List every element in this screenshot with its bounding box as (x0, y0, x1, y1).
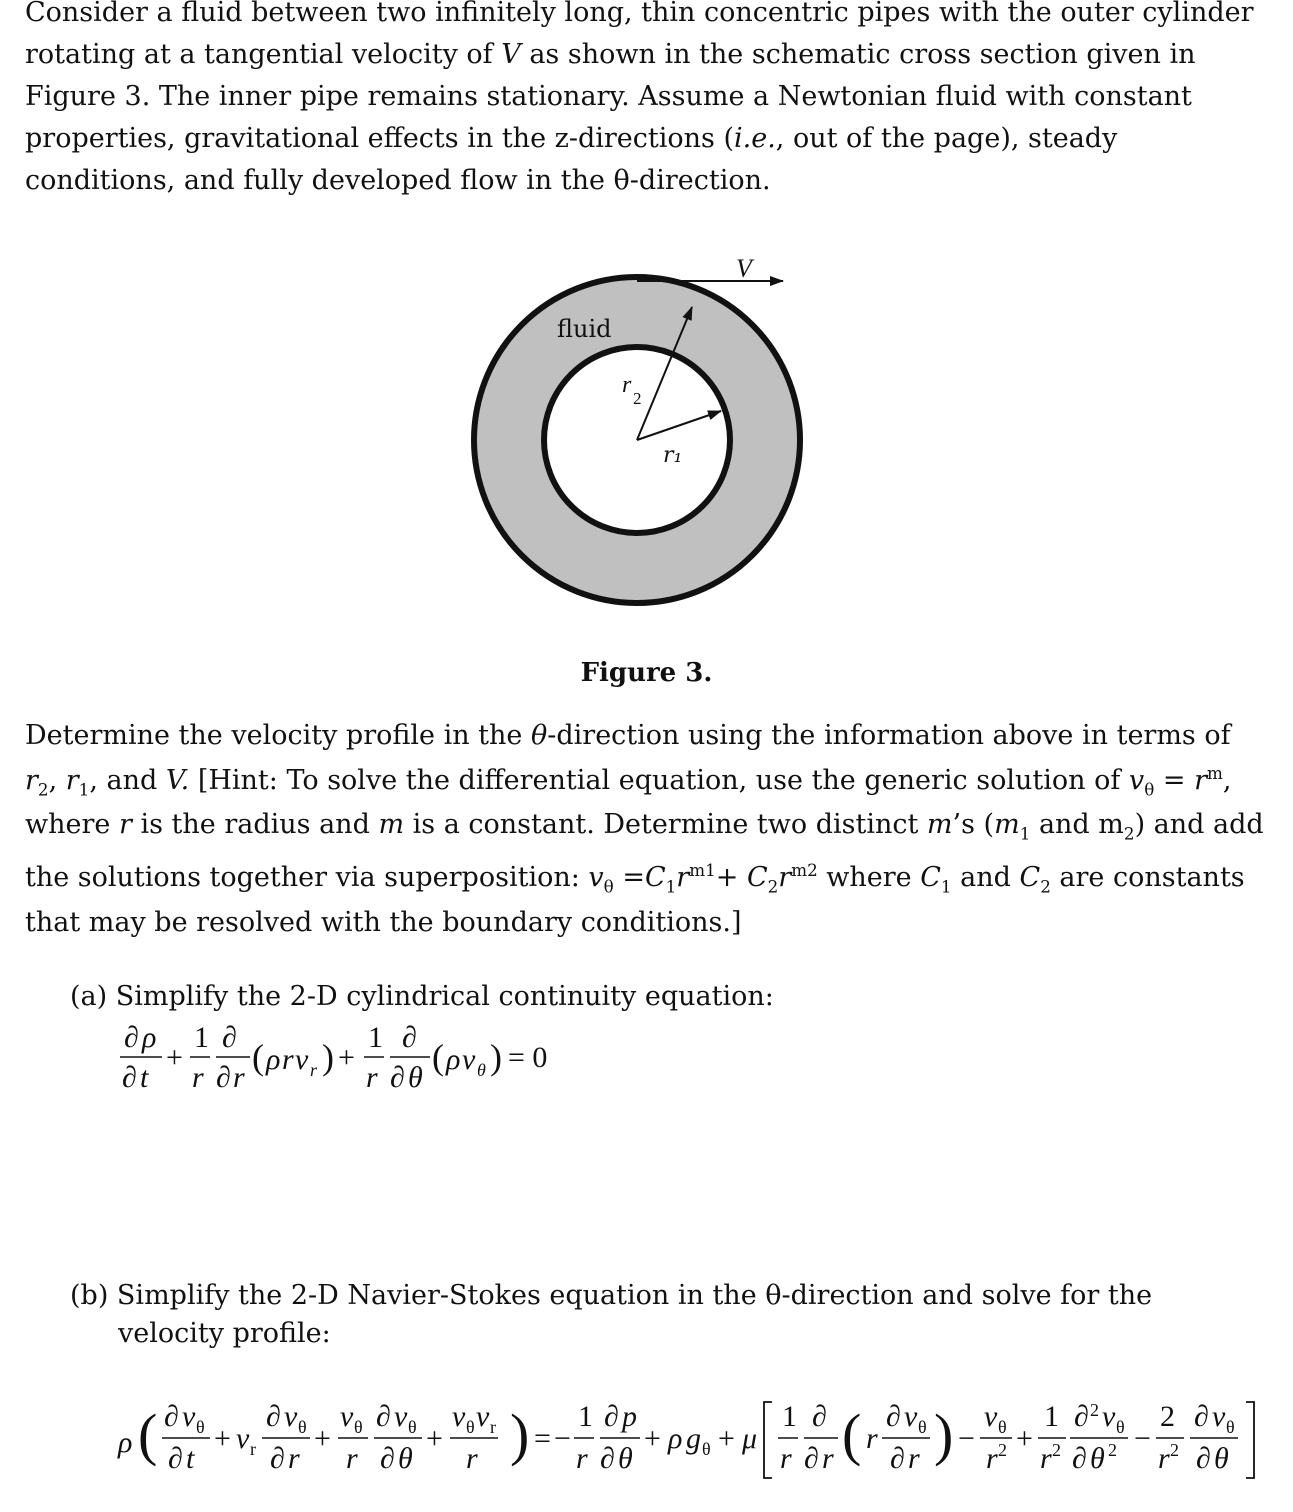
hint-text: are constants that may be resolved with the boundary conditions.] (25, 862, 1245, 939)
hint-r: r (118, 809, 132, 841)
hint-text: = (1154, 764, 1195, 796)
intro-text-2: as shown in the schematic cross section given in Figure 3. The inner pipe remains stationary. Assume a Newtonian fluid with constant properties, gravitational effects in the z-directions ( (25, 39, 1196, 154)
eq-symbol: θ (1214, 1442, 1229, 1475)
eq-symbol: 1 (1044, 1400, 1059, 1433)
question-b-text: (b) Simplify the 2-D Navier-Stokes equation in the θ-direction and solve for the velocity profile: (70, 1280, 1153, 1349)
hint-m: m (926, 809, 953, 841)
eq-symbol: r (822, 1442, 834, 1475)
hint-m: m (994, 809, 1020, 841)
eq-symbol: ∂ (222, 1021, 237, 1054)
eq-symbol: ∂ (604, 1400, 619, 1433)
eq-symbol: θ (408, 1061, 423, 1094)
hint-sub: θ (1144, 778, 1155, 799)
eq-symbol: θ (298, 1417, 307, 1437)
eq-symbol: t (186, 1442, 195, 1475)
hint-text: where (817, 862, 921, 894)
eq-symbol: r (986, 1442, 998, 1475)
eq-symbol: 2 (1170, 1440, 1179, 1460)
eq-symbol: + (1016, 1422, 1033, 1455)
right-bracket (1246, 1402, 1254, 1478)
hint-v: v (588, 862, 604, 894)
eq-symbol: + (644, 1422, 661, 1455)
eq-symbol: 2 (998, 1440, 1007, 1460)
hint-sub: 2 (1123, 823, 1135, 844)
eq-symbol: v (452, 1400, 466, 1433)
eq-symbol: ∂ (886, 1400, 901, 1433)
hint-text: + (715, 862, 747, 894)
eq-symbol: ∂ (122, 1061, 137, 1094)
hint-theta: θ (530, 720, 548, 751)
eq-symbol: r (1158, 1442, 1170, 1475)
eq-symbol: + (718, 1422, 735, 1455)
hint-sub: 1 (1019, 823, 1031, 844)
hint-text: , (48, 764, 66, 796)
eq-symbol: v (284, 1400, 298, 1433)
hint-text: , and (89, 764, 166, 796)
hint-r: r (676, 862, 690, 894)
eq-symbol: ∂ (804, 1442, 819, 1475)
eq-symbol: v (476, 1400, 490, 1433)
hint-sub: 1 (665, 876, 677, 897)
hint-text: ’s ( (952, 809, 995, 841)
eq-symbol: r (346, 1442, 358, 1475)
eq-symbol: ∂ (270, 1442, 285, 1475)
eq-symbol: 2 (1052, 1440, 1061, 1460)
intro-text-1: Consider a fluid between two infinitely long, thin concentric pipes with the outer cylinder rotating at a tangential velocity of (25, 0, 1254, 70)
eq-symbol: + (166, 1041, 183, 1074)
hint-text: and m (1030, 809, 1124, 841)
eq-symbol: r (366, 1061, 378, 1094)
eq-symbol: 2 (1108, 1440, 1117, 1460)
eq-symbol: g (686, 1422, 701, 1455)
eq-symbol: θ (398, 1442, 413, 1475)
hint-r: r (1194, 764, 1207, 796)
hint-m: m (378, 809, 405, 841)
eq-symbol: v (904, 1400, 918, 1433)
eq-symbol: r (490, 1417, 496, 1437)
eq-symbol: θ (702, 1439, 711, 1459)
eq-symbol: − (958, 1422, 975, 1455)
hint-text: -direction using the information above in terms of (547, 720, 1231, 751)
eq-symbol: 2 (1090, 1400, 1099, 1420)
eq-symbol: v (1102, 1400, 1116, 1433)
eq-symbol: ) (490, 1037, 502, 1077)
hint-c: C (644, 862, 666, 894)
navier-stokes-equation (112, 1396, 1272, 1486)
hint-paragraph (25, 718, 1270, 942)
intro-ie: i.e. (734, 123, 776, 154)
eq-symbol: + (338, 1041, 355, 1074)
eq-symbol: ∂ (812, 1400, 827, 1433)
eq-symbol: ∂ (124, 1021, 139, 1054)
hint-text: is a constant. Determine two distinct (404, 809, 927, 841)
hint-r: r (25, 764, 38, 796)
eq-symbol: ( (138, 1402, 158, 1467)
velocity-label: V (736, 254, 752, 283)
eq-symbol: ∂ (216, 1061, 231, 1094)
eq-symbol: θ (618, 1442, 633, 1475)
eq-symbol: v (236, 1422, 250, 1455)
hint-sub: 1 (78, 778, 90, 799)
hint-c: C (920, 862, 941, 894)
annulus-figure (455, 250, 815, 620)
eq-symbol: ∂ (600, 1442, 615, 1475)
eq-symbol: ρ (266, 1043, 281, 1076)
r1-label: r₁ (663, 443, 683, 468)
eq-symbol: θ (998, 1417, 1007, 1437)
eq-symbol: r (288, 1442, 300, 1475)
eq-symbol: θ (1116, 1417, 1125, 1437)
hint-sub: 2 (1040, 876, 1051, 897)
eq-symbol: v (1212, 1400, 1226, 1433)
eq-symbol: θ (477, 1060, 486, 1080)
left-bracket (764, 1402, 772, 1478)
eq-symbol: θ (1090, 1442, 1105, 1475)
eq-symbol: θ (1226, 1417, 1235, 1437)
eq-symbol: + (426, 1422, 443, 1455)
eq-symbol: t (140, 1061, 149, 1094)
question-a-text: (a) Simplify the 2-D cylindrical continuity equation: (70, 981, 774, 1012)
eq-symbol: μ (742, 1422, 758, 1455)
r2-label: r (622, 372, 632, 398)
eq-symbol: v (295, 1043, 309, 1076)
hint-text: [Hint: To solve the differential equation, use the generic solution of (189, 764, 1129, 796)
eq-symbol: θ (408, 1417, 417, 1437)
eq-symbol: ∂ (164, 1400, 179, 1433)
question-b (70, 1277, 1250, 1353)
eq-symbol: r (576, 1442, 588, 1475)
eq-symbol: ρ (118, 1426, 133, 1459)
hint-sub: 1 (940, 876, 952, 897)
eq-symbol: r (1040, 1442, 1052, 1475)
hint-text: is the radius and (131, 809, 379, 841)
eq-symbol: v (984, 1400, 998, 1433)
eq-symbol: = (534, 1422, 551, 1455)
hint-c: C (746, 862, 768, 894)
hint-text: ) and add the solutions together via superposition: (25, 809, 1264, 894)
eq-symbol: 1 (194, 1021, 209, 1054)
hint-r: r (778, 862, 792, 894)
hint-sub: θ (603, 876, 614, 897)
continuity-equation (112, 1017, 582, 1099)
eq-symbol: r (282, 1043, 294, 1076)
hint-sub: 2 (767, 876, 779, 897)
hint-velocity: V. (165, 764, 190, 796)
eq-symbol: − (554, 1422, 571, 1455)
eq-symbol: ∂ (266, 1400, 281, 1433)
eq-symbol: ∂ (1194, 1400, 1209, 1433)
eq-symbol: r (192, 1061, 204, 1094)
eq-symbol: 1 (578, 1400, 593, 1433)
hint-c: C (1019, 862, 1041, 894)
intro-paragraph (25, 0, 1270, 202)
hint-sup: m2 (791, 860, 818, 881)
eq-symbol: r (866, 1422, 878, 1455)
eq-symbol: ∂ (1074, 1400, 1089, 1433)
eq-symbol: + (214, 1422, 231, 1455)
eq-symbol: p (622, 1400, 637, 1433)
eq-symbol: 1 (368, 1021, 383, 1054)
figure-caption: Figure 3. (580, 658, 713, 688)
eq-symbol: ∂ (380, 1442, 395, 1475)
eq-symbol: r (908, 1442, 920, 1475)
eq-symbol: 2 (1160, 1400, 1175, 1433)
eq-symbol: v (462, 1043, 476, 1076)
hint-text: = (613, 862, 645, 894)
eq-symbol: ) (510, 1402, 530, 1467)
hint-v: v (1128, 764, 1145, 796)
hint-text: , where (25, 764, 1232, 841)
hint-text: Determine the velocity profile in the (25, 720, 531, 751)
eq-symbol: r (310, 1060, 318, 1080)
eq-symbol: + (314, 1422, 331, 1455)
eq-symbol: ∂ (402, 1021, 417, 1054)
question-a (70, 978, 1250, 1016)
hint-r: r (65, 764, 79, 796)
eq-symbol: = 0 (508, 1041, 548, 1074)
eq-symbol: ρ (668, 1422, 683, 1455)
eq-symbol: ∂ (890, 1442, 905, 1475)
eq-symbol: θ (196, 1417, 205, 1437)
eq-symbol: θ (918, 1417, 927, 1437)
eq-symbol: ∂ (168, 1442, 183, 1475)
eq-symbol: r (233, 1061, 245, 1094)
eq-symbol: − (1134, 1422, 1151, 1455)
eq-symbol: v (340, 1400, 354, 1433)
eq-symbol: ) (322, 1037, 334, 1077)
hint-sup: m1 (689, 860, 716, 881)
eq-symbol: v (394, 1400, 408, 1433)
eq-symbol: ∂ (376, 1400, 391, 1433)
eq-symbol: ) (934, 1402, 954, 1467)
hint-sup: m (1206, 762, 1223, 783)
eq-symbol: ( (842, 1402, 862, 1467)
eq-symbol: ∂ (1072, 1442, 1087, 1475)
eq-symbol: r (250, 1439, 256, 1459)
r2-label-sub: 2 (633, 389, 642, 408)
intro-text-3: , out of the page), steady conditions, and fully developed flow in the θ-direction. (25, 123, 1118, 196)
hint-text: and (951, 862, 1020, 894)
eq-symbol: θ (354, 1417, 363, 1437)
eq-symbol: r (466, 1442, 478, 1475)
eq-symbol: ρ (142, 1021, 157, 1054)
eq-symbol: 1 (782, 1400, 797, 1433)
hint-sub: 2 (37, 778, 49, 799)
eq-symbol: ∂ (390, 1061, 405, 1094)
eq-symbol: ρ (446, 1043, 461, 1076)
intro-velocity-symbol: V (501, 39, 521, 70)
fluid-label: fluid (557, 315, 612, 343)
eq-symbol: ( (432, 1037, 444, 1077)
eq-symbol: ∂ (1196, 1442, 1211, 1475)
eq-symbol: ( (252, 1037, 264, 1077)
eq-symbol: r (780, 1442, 792, 1475)
eq-symbol: v (182, 1400, 196, 1433)
eq-symbol: θ (466, 1417, 475, 1437)
